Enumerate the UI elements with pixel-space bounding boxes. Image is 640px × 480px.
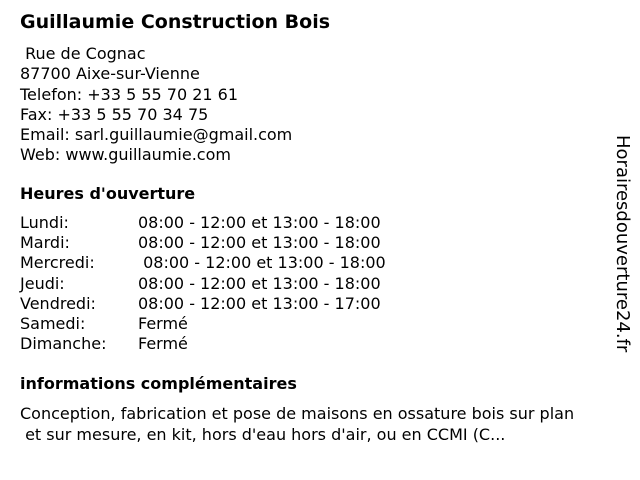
email-address[interactable]: Email: sarl.guillaumie@gmail.com (20, 125, 293, 145)
day-label: Dimanche: (20, 334, 107, 354)
hours-row-jeudi (20, 274, 440, 294)
hours-row-lundi (20, 213, 440, 233)
hours-row-samedi (20, 314, 440, 334)
phone-number[interactable]: Telefon: +33 5 55 70 21 61 (20, 84, 239, 104)
street-address: Rue de Cognac (20, 44, 146, 63)
day-label: Lundi: (20, 213, 69, 232)
hours-row-mercredi (20, 253, 440, 273)
hours-row-dimanche (20, 334, 440, 354)
day-hours: 08:00 - 12:00 et 13:00 - 18:00 (138, 273, 381, 293)
day-label: Mercredi: (20, 253, 95, 273)
day-hours: Fermé (138, 334, 188, 354)
website[interactable]: Web: www.guillaumie.com (20, 145, 231, 165)
fax-number: Fax: +33 5 55 70 34 75 (20, 104, 209, 124)
site-watermark: Horairesdouverture24.fr (612, 135, 633, 353)
day-label: Jeudi: (20, 273, 65, 293)
hours-row-mardi (20, 233, 440, 253)
day-hours: 08:00 - 12:00 et 13:00 - 18:00 (138, 253, 386, 273)
day-hours: 08:00 - 12:00 et 13:00 - 17:00 (138, 293, 381, 313)
contact-block (20, 44, 292, 166)
hours-row-vendredi (20, 294, 440, 314)
day-hours: Fermé (138, 313, 188, 333)
business-description (20, 403, 625, 445)
description-line-2: et sur mesure, en kit, hors d'eau hors d'air, ou en CCMI (C... (20, 425, 506, 444)
day-label: Samedi: (20, 313, 86, 333)
day-hours: 08:00 - 12:00 et 13:00 - 18:00 (138, 233, 381, 253)
opening-hours-table (20, 213, 440, 354)
day-label: Mardi: (20, 233, 70, 253)
city-address: 87700 Aixe-sur-Vienne (20, 64, 200, 84)
business-name: Guillaumie Construction Bois (20, 11, 331, 33)
day-label: Vendredi: (20, 293, 96, 313)
day-hours: 08:00 - 12:00 et 13:00 - 18:00 (138, 213, 381, 232)
additional-info-heading: informations complémentaires (20, 374, 297, 393)
description-line-1: Conception, fabrication et pose de maisons en ossature bois sur plan (20, 404, 575, 423)
opening-hours-heading: Heures d'ouverture (20, 184, 196, 203)
